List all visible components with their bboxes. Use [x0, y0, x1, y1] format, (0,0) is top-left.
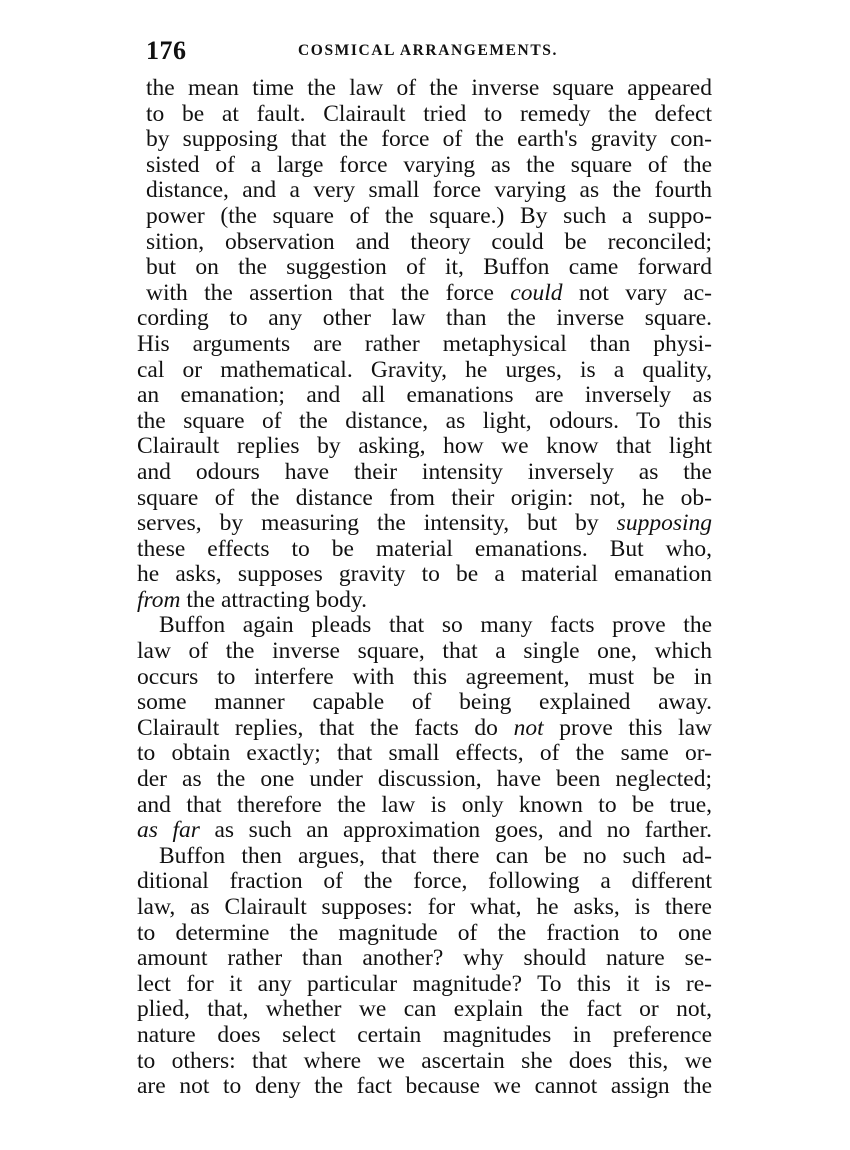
running-head	[146, 36, 710, 66]
text-line: the square of the distance, as light, odours. To this	[137, 407, 712, 434]
text-line: to others: that where we ascertain she does this, we	[137, 1047, 712, 1074]
text-line: with the assertion that the force could not vary ac-	[146, 279, 712, 306]
text-line: His arguments are rather metaphysical than physi-	[137, 330, 712, 357]
text-line: square of the distance from their origin: not, he ob-	[137, 484, 712, 511]
text-line: and odours have their intensity inversely as the	[137, 458, 712, 485]
text-line: Clairault replies by asking, how we know that light	[137, 433, 712, 460]
text-line: from the attracting body.	[137, 586, 367, 613]
text-line: to obtain exactly; that small effects, of the same or-	[137, 740, 712, 767]
text-line: power (the square of the square.) By such a suppo-	[146, 202, 712, 229]
italic-emphasis: could	[510, 279, 563, 306]
text-line: distance, and a very small force varying as the fourth	[146, 177, 712, 204]
text-line: plied, that, whether we can explain the fact or not,	[137, 996, 712, 1023]
text-line: but on the suggestion of it, Buffon came forward	[146, 254, 712, 281]
text-line: amount rather than another? why should nature se-	[137, 945, 712, 972]
text-line: cording to any other law than the inverse square.	[137, 305, 712, 332]
text-line: are not to deny the fact because we cannot assign the	[137, 1073, 712, 1100]
text-line: ditional fraction of the force, following a different	[137, 868, 712, 895]
italic-emphasis: supposing	[616, 510, 712, 537]
page-number: 176	[146, 36, 187, 65]
text-line: to determine the magnitude of the fraction to one	[137, 919, 712, 946]
text-line: as far as such an approximation goes, and no farther.	[137, 817, 712, 844]
text-line: and that therefore the law is only known to be true,	[137, 791, 712, 818]
text-line: Buffon then argues, that there can be no such ad-	[159, 842, 712, 869]
text-line: some manner capable of being explained away.	[137, 689, 712, 716]
body-text	[137, 76, 712, 1100]
text-line: serves, by measuring the intensity, but by supposing	[137, 510, 712, 537]
italic-emphasis: from	[137, 586, 181, 613]
text-line: law, as Clairault supposes: for what, he asks, is there	[137, 894, 712, 920]
text-line: der as the one under discussion, have been neglected;	[137, 766, 712, 793]
italic-emphasis: as far	[137, 817, 200, 844]
text-line: sisted of a large force varying as the square of the	[146, 151, 712, 178]
text-line: an emanation; and all emanations are inversely as	[137, 382, 712, 409]
text-line: Buffon again pleads that so many facts prove the	[159, 612, 712, 639]
text-line: by supposing that the force of the earth's gravity con-	[146, 126, 712, 153]
text-line: sition, observation and theory could be reconciled;	[146, 228, 712, 255]
text-line: to be at fault. Clairault tried to remedy the defect	[146, 100, 712, 127]
text-line: occurs to interfere with this agreement, must be in	[137, 663, 712, 690]
text-line: he asks, supposes gravity to be a material emanation	[137, 561, 712, 588]
text-line: these effects to be material emanations. But who,	[137, 535, 712, 562]
text-line: cal or mathematical. Gravity, he urges, is a quality,	[137, 356, 712, 383]
italic-emphasis: not	[513, 714, 544, 741]
text-line: lect for it any particular magnitude? To this it is re-	[137, 970, 712, 997]
text-line: nature does select certain magnitudes in preference	[137, 1021, 712, 1048]
text-line: the mean time the law of the inverse square appeared	[146, 75, 712, 101]
text-line: Clairault replies, that the facts do not prove this law	[137, 714, 712, 741]
running-title: COSMICAL ARRANGEMENTS.	[298, 42, 558, 59]
text-line: law of the inverse square, that a single one, which	[137, 638, 712, 665]
